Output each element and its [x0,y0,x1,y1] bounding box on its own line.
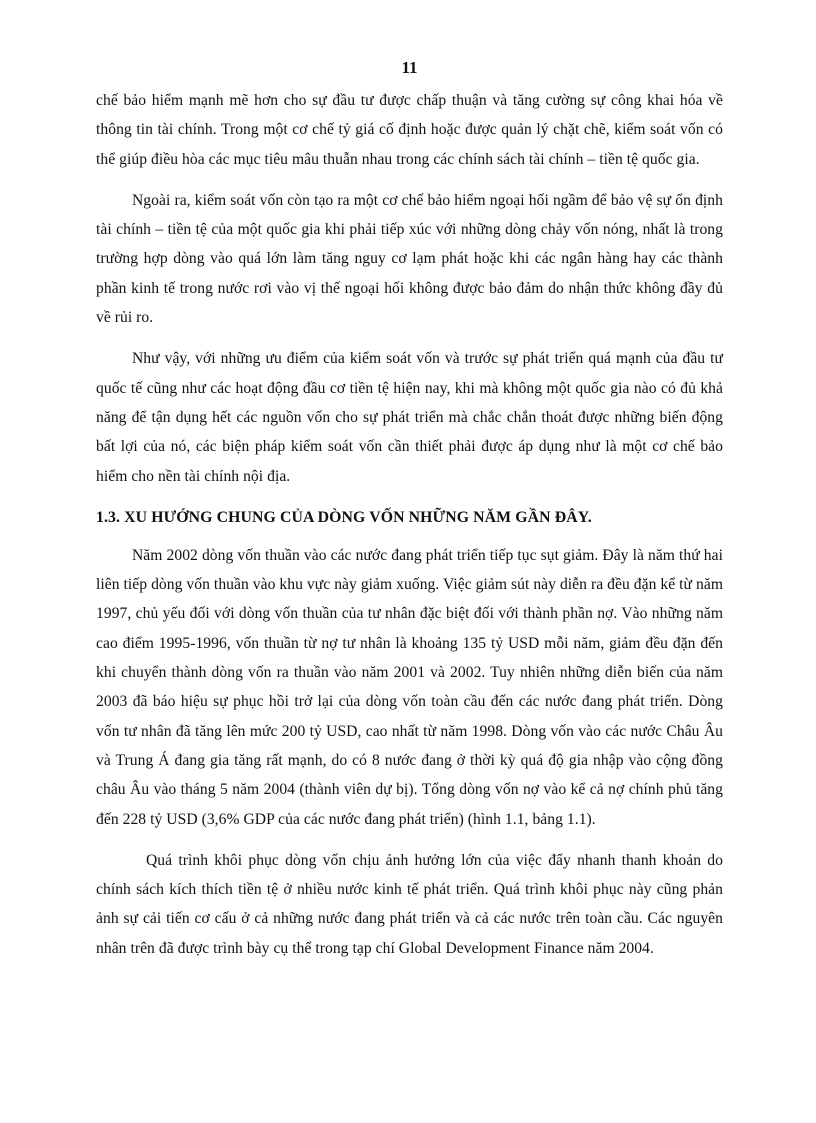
section-heading: 1.3. XU HƯỚNG CHUNG CỦA DÒNG VỐN NHỮNG NĂM GẦN ĐÂY. [96,508,592,526]
paragraph-recovery-process: Quá trình khôi phục dòng vốn chịu ảnh hưởng lớn của việc đẩy nhanh thanh khoản do chính sách kích thích tiền tệ ở nhiều nước kinh tế phát triển. Quá trình khôi phục này cũng phản ảnh sự cải tiến cơ cấu ở cả những nước đang phát triển và cả các nước trên toàn cầu. Các nguyên nhân trên đã được trình bày cụ thể trong tạp chí Global Development Finance năm 2004. [96,851,723,957]
paragraph-forex-insurance: Ngoài ra, kiểm soát vốn còn tạo ra một cơ chế bảo hiểm ngoại hối ngầm để bảo vệ sự ổn định tài chính – tiền tệ của một quốc gia khi phải tiếp xúc với những dòng chảy vốn nóng, nhất là trong trường hợp dòng vào quá lớn làm tăng nguy cơ lạm phát hoặc khi các ngân hàng hay các thành phần kinh tế trong nước rơi vào vị thế ngoại hối không được bảo đảm do nhận thức không đầy đủ về rủi ro. [96,191,723,327]
paragraph-capital-flow-trends: Năm 2002 dòng vốn thuần vào các nước đang phát triển tiếp tục sụt giảm. Đây là năm thứ hai liên tiếp dòng vốn thuần vào khu vực này giảm xuống. Việc giảm sút này diễn ra đều đặn kể từ năm 1997, chủ yếu đối với dòng vốn thuần của tư nhân đặc biệt đối với thành phần nợ. Vào những năm cao điểm 1995-1996, vốn thuần từ nợ tư nhân là khoảng 135 tỷ USD mỗi năm, giảm đều đặn đến khi chuyển thành dòng vốn ra thuần vào năm 2001 và 2002. Tuy nhiên những diễn biến của năm 2003 đã báo hiệu sự phục hồi trở lại của dòng vốn toàn cầu đến các nước đang phát triển. Dòng vốn tư nhân đã tăng lên mức 200 tỷ USD, cao nhất từ năm 1998. Dòng vốn vào các nước Châu Âu và Trung Á đang gia tăng rất mạnh, do có 8 nước đang ở thời kỳ quá độ gia nhập vào cộng đồng châu Âu vào tháng 5 năm 2004 (thành viên dự bị). Tổng dòng vốn nợ vào kể cả nợ chính phủ tăng đến 228 tỷ USD (3,6% GDP của các nước đang phát triển) (hình 1.1, bảng 1.1). [96,546,723,828]
document-page [96,56,723,963]
page-number: 11 [401,58,418,77]
paragraph-continued: chế bảo hiểm mạnh mẽ hơn cho sự đầu tư được chấp thuận và tăng cường sự công khai hóa về thông tin tài chính. Trong một cơ chế tỷ giá cố định hoặc được quản lý chặt chẽ, kiểm soát vốn có thể giúp điều hòa các mục tiêu mâu thuẫn nhau trong các chính sách tài chính – tiền tệ quốc gia. [96,92,723,168]
paragraph-capital-control-summary: Như vậy, với những ưu điểm của kiểm soát vốn và trước sự phát triển quá mạnh của đầu tư quốc tế cũng như các hoạt động đầu cơ tiền tệ hiện nay, khi mà không một quốc gia nào có đủ khả năng để tận dụng hết các nguồn vốn cho sự phát triển mà chắc chắn thoát được những biến động bất lợi của nó, các biện pháp kiểm soát vốn cần thiết phải được áp dụng như là một cơ chế bảo hiểm cho nền tài chính nội địa. [96,350,723,485]
